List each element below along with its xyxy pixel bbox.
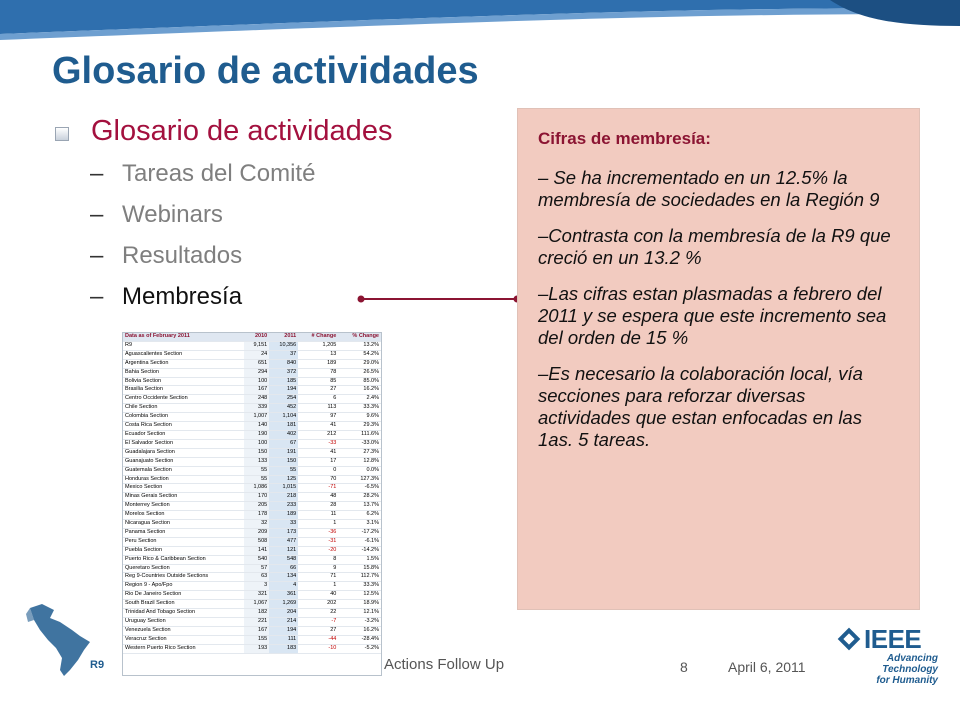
- table-cell: 1: [298, 520, 338, 529]
- table-cell: 32: [244, 520, 269, 529]
- table-cell: 1,205: [298, 341, 338, 350]
- table-row: [123, 430, 381, 439]
- table-cell: -14.2%: [338, 546, 381, 555]
- table-cell: Argentina Section: [123, 359, 244, 368]
- table-cell: 181: [269, 422, 298, 431]
- main-bullet-text: Glosario de actividades: [91, 115, 393, 147]
- table-cell: 24: [244, 350, 269, 359]
- table-row: [123, 493, 381, 502]
- table-cell: 840: [269, 359, 298, 368]
- table-cell: -7: [298, 618, 338, 627]
- table-cell: 190: [244, 430, 269, 439]
- top-banner: [0, 0, 960, 40]
- table-cell: 113: [298, 404, 338, 413]
- table-header-cell: 2011: [269, 333, 298, 341]
- table-row: [123, 573, 381, 582]
- table-cell: -36: [298, 528, 338, 537]
- table-cell: 33.3%: [338, 582, 381, 591]
- table-cell: 40: [298, 591, 338, 600]
- table-cell: 29.0%: [338, 359, 381, 368]
- table-cell: 1,269: [269, 600, 298, 609]
- table-cell: 1,104: [269, 413, 298, 422]
- table-cell: 18.9%: [338, 600, 381, 609]
- table-cell: -28.4%: [338, 635, 381, 644]
- sub-bullet-tareas: – Tareas del Comité: [90, 160, 316, 187]
- table-cell: 29.3%: [338, 422, 381, 431]
- sub-bullet-membresia: – Membresía: [90, 283, 243, 310]
- table-cell: 37: [269, 350, 298, 359]
- table-cell: 182: [244, 609, 269, 618]
- table-cell: 9: [298, 564, 338, 573]
- main-bullet: [55, 115, 392, 148]
- table-cell: 134: [269, 573, 298, 582]
- table-cell: 221: [244, 618, 269, 627]
- table-cell: 3.1%: [338, 520, 381, 529]
- table-row: [123, 609, 381, 618]
- table-cell: Minas Gerais Section: [123, 493, 244, 502]
- table-cell: 189: [298, 359, 338, 368]
- table-cell: 57: [244, 564, 269, 573]
- table-cell: 13: [298, 350, 338, 359]
- table-cell: 78: [298, 368, 338, 377]
- table-cell: 70: [298, 475, 338, 484]
- table-cell: Uruguay Section: [123, 618, 244, 627]
- table-cell: 97: [298, 413, 338, 422]
- sub-bullet-resultados: – Resultados: [90, 242, 243, 269]
- table-cell: 150: [244, 448, 269, 457]
- table-row: [123, 475, 381, 484]
- table-cell: 218: [269, 493, 298, 502]
- table-cell: 321: [244, 591, 269, 600]
- ieee-diamond-icon: [836, 626, 862, 652]
- table-cell: 12.8%: [338, 457, 381, 466]
- table-cell: Rio De Janeiro Section: [123, 591, 244, 600]
- table-cell: 12.5%: [338, 591, 381, 600]
- table-cell: 191: [269, 448, 298, 457]
- table-cell: 477: [269, 537, 298, 546]
- table-cell: 6.2%: [338, 511, 381, 520]
- table-cell: 9.6%: [338, 413, 381, 422]
- table-cell: 0: [298, 466, 338, 475]
- table-cell: 48: [298, 493, 338, 502]
- table-row: [123, 395, 381, 404]
- table-cell: 178: [244, 511, 269, 520]
- table-cell: 85.0%: [338, 377, 381, 386]
- table-row: [123, 644, 381, 653]
- table-cell: 9,151: [244, 341, 269, 350]
- membership-table: [123, 333, 381, 654]
- table-row: [123, 368, 381, 377]
- membership-table-image: [122, 332, 382, 676]
- table-cell: 189: [269, 511, 298, 520]
- table-cell: Western Puerto Rico Section: [123, 644, 244, 653]
- callout-title: Cifras de membresía:: [538, 129, 711, 148]
- table-cell: 33: [269, 520, 298, 529]
- table-cell: 10,356: [269, 341, 298, 350]
- table-header-cell: # Change: [298, 333, 338, 341]
- table-cell: 13.2%: [338, 341, 381, 350]
- callout-paragraph: –Contrasta con la membresía de la R9 que creció en un 13.2 %: [538, 225, 891, 268]
- table-cell: 121: [269, 546, 298, 555]
- table-cell: South Brazil Section: [123, 600, 244, 609]
- table-cell: 1,067: [244, 600, 269, 609]
- table-cell: 17: [298, 457, 338, 466]
- table-cell: 15.8%: [338, 564, 381, 573]
- table-cell: El Salvador Section: [123, 439, 244, 448]
- table-cell: 508: [244, 537, 269, 546]
- table-cell: Costa Rica Section: [123, 422, 244, 431]
- table-cell: 28: [298, 502, 338, 511]
- square-bullet-icon: [55, 127, 69, 141]
- table-row: [123, 341, 381, 350]
- table-cell: 112.7%: [338, 573, 381, 582]
- table-cell: 193: [244, 644, 269, 653]
- table-cell: 194: [269, 386, 298, 395]
- r9-mark: R9: [90, 659, 105, 671]
- table-cell: 28.2%: [338, 493, 381, 502]
- table-cell: Mexico Section: [123, 484, 244, 493]
- table-cell: Panama Section: [123, 528, 244, 537]
- table-cell: Chile Section: [123, 404, 244, 413]
- table-cell: 141: [244, 546, 269, 555]
- table-cell: Aguascalientes Section: [123, 350, 244, 359]
- table-cell: 540: [244, 555, 269, 564]
- table-cell: Puebla Section: [123, 546, 244, 555]
- footer-date: April 6, 2011: [728, 659, 806, 675]
- table-header-row: [123, 333, 381, 341]
- table-row: [123, 520, 381, 529]
- table-cell: 8: [298, 555, 338, 564]
- table-cell: 11: [298, 511, 338, 520]
- table-row: [123, 582, 381, 591]
- table-cell: 111: [269, 635, 298, 644]
- table-cell: Guatemala Section: [123, 466, 244, 475]
- table-cell: 100: [244, 377, 269, 386]
- table-cell: Ecuador Section: [123, 430, 244, 439]
- table-cell: 548: [269, 555, 298, 564]
- table-cell: Morelos Section: [123, 511, 244, 520]
- table-cell: -33.0%: [338, 439, 381, 448]
- table-row: [123, 448, 381, 457]
- table-row: [123, 537, 381, 546]
- table-cell: 205: [244, 502, 269, 511]
- table-row: [123, 359, 381, 368]
- table-cell: -17.2%: [338, 528, 381, 537]
- table-cell: 202: [298, 600, 338, 609]
- table-row: [123, 377, 381, 386]
- table-cell: 22: [298, 609, 338, 618]
- ieee-tagline: Advancing Technology for Humanity: [876, 653, 938, 686]
- table-cell: -10: [298, 644, 338, 653]
- table-cell: -5.2%: [338, 644, 381, 653]
- table-cell: 100: [244, 439, 269, 448]
- table-cell: Monterrey Section: [123, 502, 244, 511]
- table-cell: 111.6%: [338, 430, 381, 439]
- table-cell: 1,007: [244, 413, 269, 422]
- table-cell: 452: [269, 404, 298, 413]
- table-cell: 372: [269, 368, 298, 377]
- table-cell: 248: [244, 395, 269, 404]
- table-cell: 1,015: [269, 484, 298, 493]
- table-header-cell: % Change: [338, 333, 381, 341]
- table-cell: 1: [298, 582, 338, 591]
- table-cell: Region 9 - Apo/Fpo: [123, 582, 244, 591]
- table-cell: 55: [269, 466, 298, 475]
- table-cell: -31: [298, 537, 338, 546]
- table-row: [123, 422, 381, 431]
- table-cell: -6.1%: [338, 537, 381, 546]
- table-cell: 209: [244, 528, 269, 537]
- table-cell: Brasilia Section: [123, 386, 244, 395]
- table-row: [123, 502, 381, 511]
- table-row: [123, 528, 381, 537]
- table-cell: 16.2%: [338, 626, 381, 635]
- ieee-wordmark: IEEE: [864, 624, 922, 654]
- table-cell: 13.7%: [338, 502, 381, 511]
- table-cell: 194: [269, 626, 298, 635]
- callout-paragraph: – Se ha incrementado en un 12.5% la membresía de sociedades en la Región 9: [538, 167, 880, 210]
- table-cell: -6.5%: [338, 484, 381, 493]
- table-row: [123, 466, 381, 475]
- table-cell: 41: [298, 448, 338, 457]
- callout-paragraph: –Las cifras estan plasmadas a febrero del 2011 y se espera que este incremento sea del orden de 15 %: [538, 283, 887, 348]
- table-cell: 204: [269, 609, 298, 618]
- table-cell: Nicaragua Section: [123, 520, 244, 529]
- table-cell: 254: [269, 395, 298, 404]
- table-cell: 294: [244, 368, 269, 377]
- table-cell: 6: [298, 395, 338, 404]
- table-cell: 2.4%: [338, 395, 381, 404]
- table-cell: 27.3%: [338, 448, 381, 457]
- table-row: [123, 546, 381, 555]
- table-cell: Trinidad And Tobago Section: [123, 609, 244, 618]
- table-cell: 4: [269, 582, 298, 591]
- table-row: [123, 635, 381, 644]
- table-cell: Veracruz Section: [123, 635, 244, 644]
- table-cell: 27: [298, 386, 338, 395]
- table-cell: 125: [269, 475, 298, 484]
- table-cell: 173: [269, 528, 298, 537]
- table-cell: 1,086: [244, 484, 269, 493]
- table-cell: 66: [269, 564, 298, 573]
- table-cell: 150: [269, 457, 298, 466]
- table-cell: Guanajuato Section: [123, 457, 244, 466]
- table-row: [123, 439, 381, 448]
- table-cell: 41: [298, 422, 338, 431]
- table-cell: 140: [244, 422, 269, 431]
- table-row: [123, 350, 381, 359]
- table-cell: 651: [244, 359, 269, 368]
- table-cell: Reg 9-Countries Outside Sections: [123, 573, 244, 582]
- table-cell: Bahia Section: [123, 368, 244, 377]
- table-row: [123, 618, 381, 627]
- table-header-cell: 2010: [244, 333, 269, 341]
- table-cell: Puerto Rico & Caribbean Section: [123, 555, 244, 564]
- table-row: [123, 600, 381, 609]
- table-row: [123, 555, 381, 564]
- table-cell: 212: [298, 430, 338, 439]
- table-cell: R9: [123, 341, 244, 350]
- table-cell: Queretaro Section: [123, 564, 244, 573]
- table-row: [123, 564, 381, 573]
- table-cell: 67: [269, 439, 298, 448]
- table-cell: 55: [244, 475, 269, 484]
- table-row: [123, 511, 381, 520]
- table-cell: 133: [244, 457, 269, 466]
- table-cell: 155: [244, 635, 269, 644]
- page-number: 8: [680, 659, 688, 675]
- table-row: [123, 386, 381, 395]
- table-cell: 183: [269, 644, 298, 653]
- table-cell: 33.3%: [338, 404, 381, 413]
- table-cell: 0.0%: [338, 466, 381, 475]
- table-cell: 170: [244, 493, 269, 502]
- membership-callout: [517, 108, 920, 610]
- region9-map-logo: [20, 600, 130, 680]
- table-cell: 12.1%: [338, 609, 381, 618]
- table-row: [123, 626, 381, 635]
- table-cell: Guadalajara Section: [123, 448, 244, 457]
- table-cell: -44: [298, 635, 338, 644]
- table-row: [123, 484, 381, 493]
- ieee-logo: [836, 620, 940, 686]
- table-cell: 85: [298, 377, 338, 386]
- table-cell: 1.5%: [338, 555, 381, 564]
- table-header-cell: Data as of February 2011: [123, 333, 244, 341]
- table-cell: 27: [298, 626, 338, 635]
- table-row: [123, 404, 381, 413]
- table-cell: 16.2%: [338, 386, 381, 395]
- table-cell: Centro Occidente Section: [123, 395, 244, 404]
- table-cell: 55: [244, 466, 269, 475]
- sub-bullet-webinars: – Webinars: [90, 201, 223, 228]
- table-cell: 26.5%: [338, 368, 381, 377]
- table-cell: 167: [244, 386, 269, 395]
- table-cell: 402: [269, 430, 298, 439]
- table-cell: 339: [244, 404, 269, 413]
- table-row: [123, 457, 381, 466]
- table-cell: -71: [298, 484, 338, 493]
- table-cell: Venezuela Section: [123, 626, 244, 635]
- table-cell: 71: [298, 573, 338, 582]
- table-row: [123, 413, 381, 422]
- table-cell: Peru Section: [123, 537, 244, 546]
- slide-title: Glosario de actividades: [52, 50, 479, 92]
- table-cell: -3.2%: [338, 618, 381, 627]
- table-cell: -20: [298, 546, 338, 555]
- table-cell: 233: [269, 502, 298, 511]
- table-cell: Colombia Section: [123, 413, 244, 422]
- table-cell: 214: [269, 618, 298, 627]
- table-cell: 54.2%: [338, 350, 381, 359]
- callout-paragraph: –Es necesario la colaboración local, vía secciones para reforzar diversas actividades que estan enfocadas en las 1as. 5 tareas.: [538, 363, 863, 450]
- table-cell: 167: [244, 626, 269, 635]
- table-cell: Bolivia Section: [123, 377, 244, 386]
- table-cell: 127.3%: [338, 475, 381, 484]
- table-cell: 185: [269, 377, 298, 386]
- footer-label: Actions Follow Up: [384, 656, 505, 673]
- table-cell: 63: [244, 573, 269, 582]
- table-cell: Honduras Section: [123, 475, 244, 484]
- table-cell: 3: [244, 582, 269, 591]
- table-cell: 361: [269, 591, 298, 600]
- table-cell: -33: [298, 439, 338, 448]
- table-row: [123, 591, 381, 600]
